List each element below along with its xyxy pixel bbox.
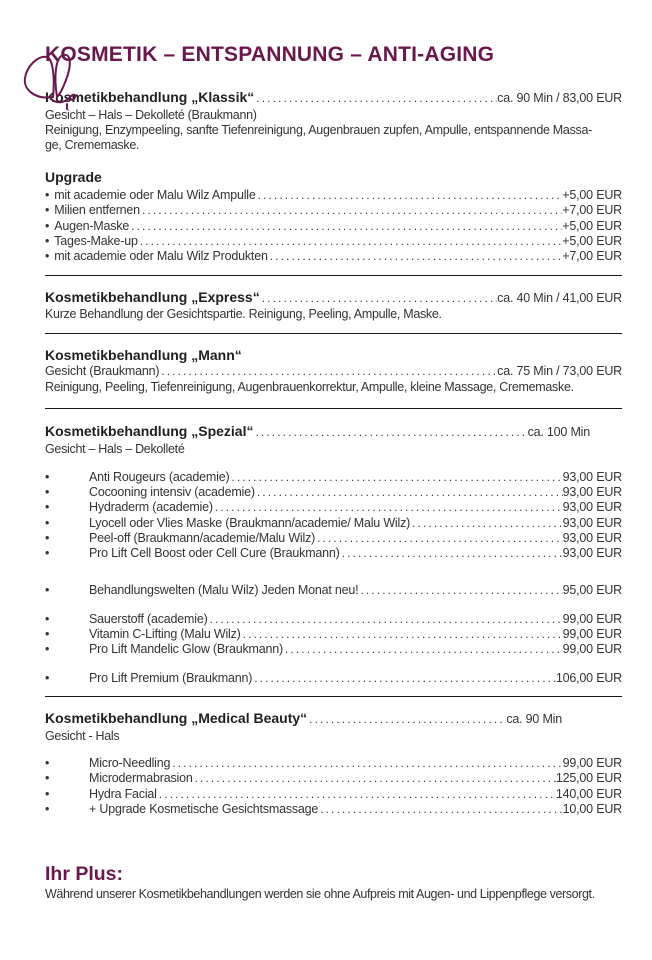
dot-leader [140, 203, 562, 218]
item-label: Tages-Make-up [54, 233, 138, 248]
item-label: Gesicht (Braukmann) [45, 364, 160, 379]
dot-leader [241, 627, 563, 642]
price-group [45, 756, 622, 817]
dot-leader [260, 290, 497, 307]
item-label: Hydraderm (academie) [89, 500, 213, 515]
item-price: +5,00 EUR [562, 218, 622, 233]
price-list-page [0, 42, 652, 960]
item-price: 99,00 EUR [562, 611, 622, 626]
section-medical-beauty [45, 710, 622, 817]
section-divider [45, 333, 622, 334]
item-label: Cocooning intensiv (academie) [89, 485, 255, 500]
treatment-name: Kosmetikbehandlung „Mann“ [45, 347, 242, 364]
item-label: Pro Lift Cell Boost oder Cell Cure (Braukmann) [89, 546, 340, 561]
item-price: 140,00 EUR [555, 786, 622, 801]
item-price: +7,00 EUR [562, 203, 622, 218]
dot-leader [170, 756, 562, 771]
treatment-description: ge, Crememaske. [45, 138, 140, 152]
duration-price: ca. 40 Min / 41,00 EUR [497, 291, 622, 306]
treatment-description: Reinigung, Peeling, Tiefenreinigung, Augenbrauenkorrektur, Ampulle, kleine Massage, Crememaske. [45, 379, 574, 394]
bullet-icon [45, 234, 49, 249]
treatment-header-row [45, 423, 622, 441]
section-divider [45, 696, 622, 697]
dot-leader [410, 516, 563, 531]
treatment-subtitle: Gesicht – Hals – Dekolleté (Braukmann) [45, 108, 257, 122]
bullet-icon [45, 787, 89, 802]
price-row [45, 531, 622, 546]
treatment-subtitle: Gesicht - Hals [45, 729, 120, 744]
item-price: 10,00 EUR [562, 801, 622, 816]
price-row [45, 203, 622, 218]
item-price: 93,00 EUR [562, 515, 622, 530]
dot-leader [252, 671, 556, 686]
dot-leader [213, 500, 563, 515]
dot-leader [255, 485, 563, 500]
price-row [45, 485, 622, 500]
bullet-icon [45, 756, 89, 771]
duration-price: ca. 90 Min / 83,00 EUR [497, 91, 622, 105]
upgrade-heading: Upgrade [45, 169, 102, 185]
price-group [45, 612, 622, 658]
item-label: mit academie oder Malu Wilz Ampulle [54, 188, 256, 202]
dot-leader [283, 642, 563, 657]
bullet-icon [45, 642, 89, 657]
section-divider [45, 408, 622, 409]
price-row [45, 627, 622, 642]
bullet-icon [45, 771, 89, 786]
bullet-icon [45, 583, 89, 598]
price-row [45, 364, 622, 379]
bullet-icon [45, 500, 89, 515]
item-label: Milien entfernen [54, 203, 140, 218]
dot-leader [253, 424, 527, 441]
footer-heading: Ihr Plus: [45, 863, 124, 886]
price-row [45, 188, 622, 203]
price-row [45, 756, 622, 771]
treatment-header-row [45, 289, 622, 307]
price-row [45, 642, 622, 657]
dot-leader [157, 787, 556, 802]
price-row [45, 671, 622, 686]
dot-leader [138, 234, 563, 249]
dot-leader [229, 470, 562, 485]
item-price: 95,00 EUR [562, 582, 622, 597]
duration-price: ca. 75 Min / 73,00 EUR [497, 364, 622, 379]
page-title: KOSMETIK – ENTSPANNUNG – ANTI-AGING [45, 43, 495, 66]
treatment-name: Kosmetikbehandlung „Medical Beauty“ [45, 710, 308, 727]
price-row [45, 583, 622, 598]
dot-leader [193, 771, 556, 786]
dot-leader [268, 249, 563, 264]
price-group [45, 470, 622, 562]
dot-leader [129, 219, 562, 234]
section-mann [45, 347, 622, 394]
section-express [45, 289, 622, 322]
item-label: Behandlungswelten (Malu Wilz) Jeden Monat neu! [89, 582, 359, 597]
dot-leader [315, 531, 563, 546]
item-price: +5,00 EUR [562, 188, 622, 202]
item-label: Pro Lift Premium (Braukmann) [89, 670, 253, 685]
item-label: Micro-Needling [89, 756, 171, 771]
treatment-name: Kosmetikbehandlung „Klassik“ [45, 89, 255, 105]
item-label: Pro Lift Mandelic Glow (Braukmann) [89, 642, 283, 657]
price-row [45, 771, 622, 786]
item-price: 93,00 EUR [562, 500, 622, 515]
item-label: Augen-Maske [54, 218, 130, 233]
dot-leader [318, 802, 562, 817]
treatment-description: Kurze Behandlung der Gesichtspartie. Reinigung, Peeling, Ampulle, Maske. [45, 307, 442, 322]
item-price: 93,00 EUR [562, 485, 622, 500]
bullet-icon [45, 802, 89, 817]
section-upgrade [45, 169, 622, 264]
item-price: 99,00 EUR [562, 756, 622, 771]
price-row [45, 219, 622, 234]
dot-leader [256, 188, 563, 203]
price-row [45, 234, 622, 249]
bullet-icon [45, 612, 89, 627]
section-divider [45, 275, 622, 276]
dot-leader [254, 90, 497, 107]
duration: ca. 100 Min [527, 424, 590, 439]
footer-text: Während unserer Kosmetikbehandlungen werden sie ohne Aufpreis mit Augen- und Lippenpflege versorgt. [45, 887, 595, 902]
price-group [45, 583, 622, 598]
footer-note [45, 863, 622, 902]
butterfly-icon [16, 46, 78, 110]
item-label: Vitamin C-Lifting (Malu Wilz) [89, 627, 241, 642]
treatment-subtitle: Gesicht – Hals – Dekolleté [45, 441, 185, 456]
item-label: + Upgrade Kosmetische Gesichtsmassage [89, 801, 319, 816]
price-row [45, 516, 622, 531]
bullet-icon [45, 470, 89, 485]
item-price: 93,00 EUR [562, 546, 622, 561]
dot-leader [159, 364, 497, 379]
item-label: mit academie oder Malu Wilz Produkten [54, 249, 268, 264]
bullet-icon [45, 485, 89, 500]
item-price: 106,00 EUR [555, 670, 622, 685]
price-row [45, 249, 622, 264]
item-label: Hydra Facial [89, 786, 157, 801]
price-row [45, 612, 622, 627]
bullet-icon [45, 671, 89, 686]
item-label: Peel-off (Braukmann/academie/Malu Wilz) [89, 530, 316, 545]
item-price: 125,00 EUR [555, 771, 622, 786]
duration: ca. 90 Min [506, 712, 562, 727]
section-klassik [45, 89, 622, 153]
bullet-icon [45, 516, 89, 531]
treatment-header-row [45, 710, 622, 728]
treatment-description: Reinigung, Enzympeeling, sanfte Tiefenreinigung, Augenbrauen zupfen, Ampulle, entspannende Massa- [45, 123, 592, 137]
item-price: 93,00 EUR [562, 469, 622, 484]
treatment-name: Kosmetikbehandlung „Spezial“ [45, 422, 254, 439]
treatment-header-row [45, 89, 622, 107]
item-price: 99,00 EUR [562, 642, 622, 657]
price-row [45, 546, 622, 561]
item-label: Lyocell oder Vlies Maske (Braukmann/academie/ Malu Wilz) [89, 515, 411, 530]
item-label: Anti Rougeurs (academie) [89, 469, 230, 484]
bullet-icon [45, 249, 49, 264]
item-price: +5,00 EUR [562, 233, 622, 248]
item-label: Microdermabrasion [89, 771, 193, 786]
price-row [45, 787, 622, 802]
dot-leader [208, 612, 563, 627]
section-spezial [45, 423, 622, 686]
bullet-icon [45, 203, 49, 218]
treatment-header-row [45, 347, 622, 364]
price-row [45, 500, 622, 515]
treatment-name: Kosmetikbehandlung „Express“ [45, 289, 260, 306]
bullet-icon [45, 546, 89, 561]
item-price: 99,00 EUR [562, 627, 622, 642]
dot-leader [340, 546, 563, 561]
bullet-icon [45, 188, 49, 203]
dot-leader [307, 711, 506, 728]
item-price: +7,00 EUR [562, 249, 622, 264]
dot-leader [358, 583, 562, 598]
item-price: 93,00 EUR [562, 530, 622, 545]
price-row [45, 470, 622, 485]
bullet-icon [45, 627, 89, 642]
item-label: Sauerstoff (academie) [89, 611, 208, 626]
bullet-icon [45, 531, 89, 546]
price-group [45, 671, 622, 686]
price-row [45, 802, 622, 817]
bullet-icon [45, 219, 49, 234]
